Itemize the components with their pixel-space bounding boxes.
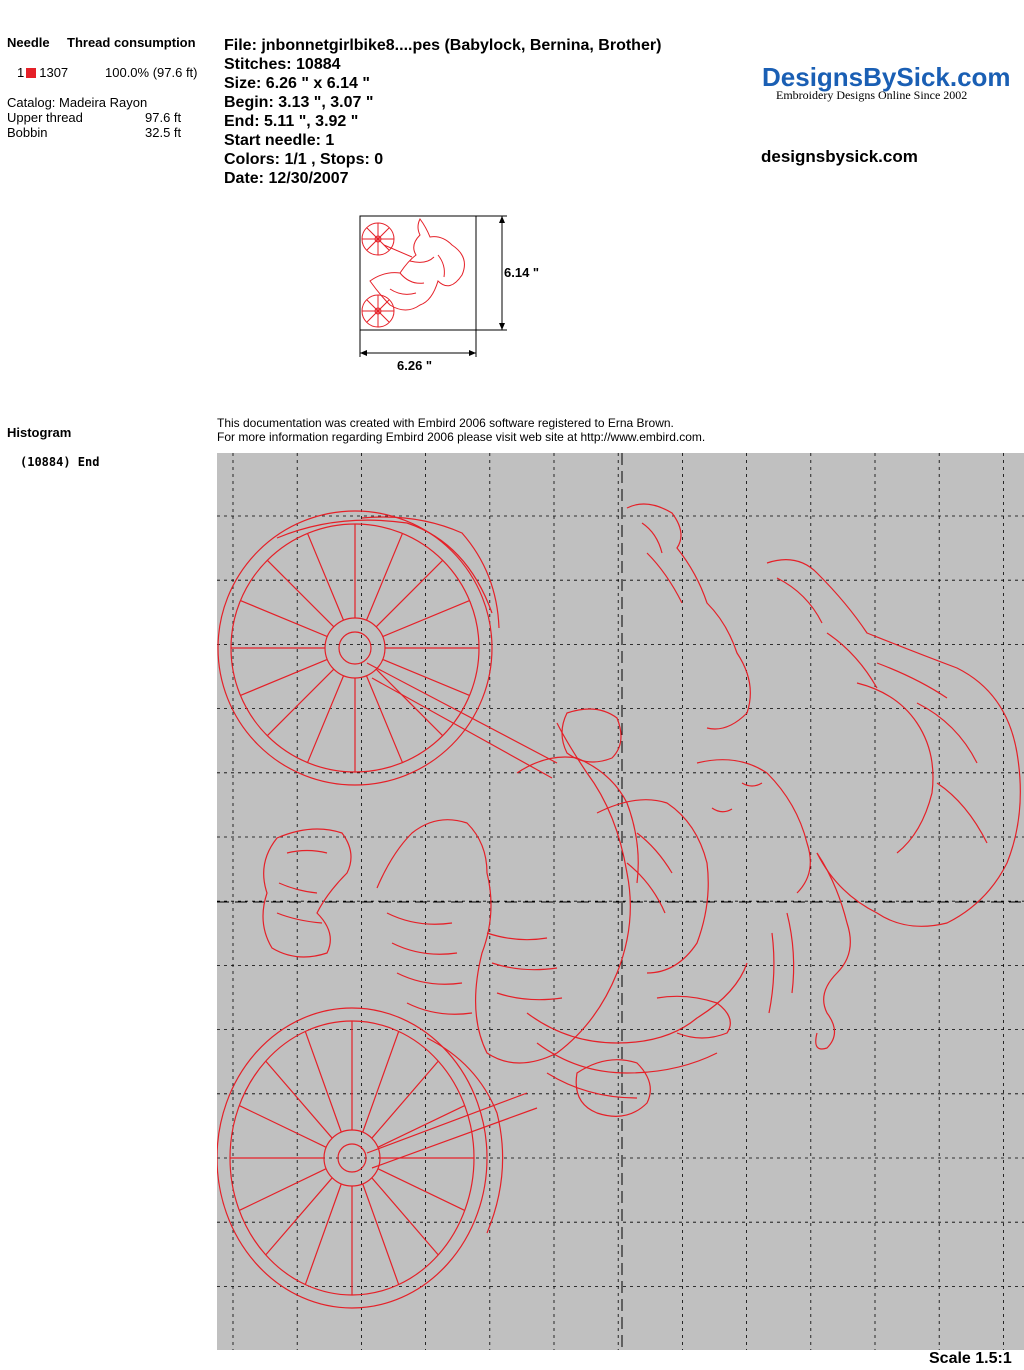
design-canvas [217,453,1024,1350]
upper-thread-value: 97.6 ft [145,110,182,125]
design-size: Size: 6.26 " x 6.14 " [224,75,370,92]
thread-color-swatch [26,68,36,78]
thumbnail-width-label: 6.26 " [397,358,433,373]
canvas-grid [217,453,1024,1350]
file-info [224,36,661,188]
catalog-label: Catalog: Madeira Rayon [7,95,148,110]
upper-thread-label: Upper thread [7,110,83,125]
histogram-title: Histogram [7,425,72,440]
stitch-count: Stitches: 10884 [224,56,341,73]
bobbin-label: Bobbin [7,125,48,140]
needle-number: 1 [17,65,25,80]
begin-position: Begin: 3.13 ", 3.07 " [224,94,374,111]
upper-wheel [218,511,499,785]
file-date: Date: 12/30/2007 [224,170,349,187]
file-name: File: jnbonnetgirlbike8....pes (Babylock, Bernina, Brother) [224,37,662,54]
logo-wordmark: DesignsBySick.com [762,62,1011,92]
needle-header: Needle [7,35,50,50]
thread-consumption-value: 100.0% (97.6 ft) [105,65,198,80]
embroidery-stitches [217,504,1020,1308]
thread-code: 1307 [39,65,69,80]
thread-row [17,65,68,80]
software-notice-line1: This documentation was created with Embird 2006 software registered to Erna Brown. [217,416,674,430]
logo-tagline: Embroidery Designs Online Since 2002 [776,88,968,102]
start-needle: Start needle: 1 [224,132,335,149]
website-link[interactable]: designsbysick.com [761,147,918,166]
colors-stops: Colors: 1/1 , Stops: 0 [224,151,384,168]
software-notice-line2: For more information regarding Embird 2006 please visit web site at http://www.embird.com. [217,430,706,444]
brand-logo [752,56,1012,106]
bobbin-value: 32.5 ft [145,125,182,140]
thumbnail-height-label: 6.14 " [504,265,540,280]
end-position: End: 5.11 ", 3.92 " [224,113,359,130]
histogram-entry: (10884) End [20,455,100,469]
design-thumbnail [350,205,560,375]
thread-consumption-header: Thread consumption [67,35,196,50]
scale-label: Scale 1.5:1 [929,1350,1012,1367]
